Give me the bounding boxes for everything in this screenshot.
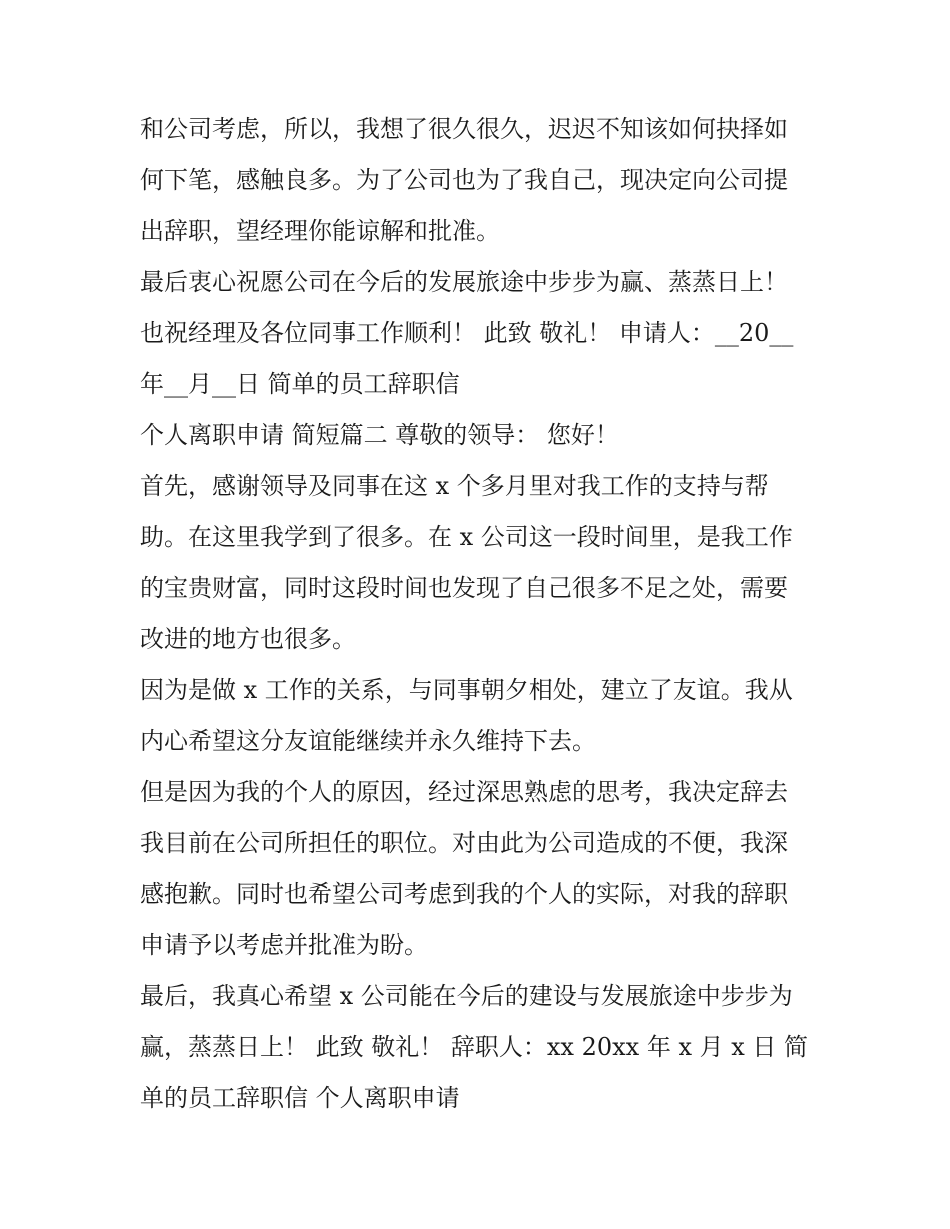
text-line: 和公司考虑，所以，我想了很久很久，迟迟不知该如何抉择如 [140,115,788,143]
text-line: 首先，感谢领导及同事在这 x 个多月里对我工作的支持与帮 [140,472,769,500]
text-line: 我目前在公司所担任的职位。对由此为公司造成的不便，我深 [140,829,788,857]
text-line: 单的员工辞职信 个人离职申请 [140,1084,460,1112]
text-line: 赢，蒸蒸日上！ 此致 敬礼！ 辞职人：xx 20xx 年 x 月 x 日 简 [140,1033,809,1061]
text-line: 内心希望这分友谊能继续并永久维持下去。 [140,727,596,755]
text-line: 助。在这里我学到了很多。在 x 公司这一段时间里，是我工作 [140,523,793,551]
text-line: 个人离职申请 简短篇二 尊敬的领导： 您好！ [140,421,619,449]
text-line: 最后，我真心希望 x 公司能在今后的建设与发展旅途中步步为 [140,982,793,1010]
document-body [140,104,830,1124]
text-line: 申请予以考虑并批准为盼。 [140,931,428,959]
text-line: 但是因为我的个人的原因，经过深思熟虑的思考，我决定辞去 [140,778,788,806]
text-line: 感抱歉。同时也希望公司考虑到我的个人的实际，对我的辞职 [140,880,788,908]
text-line: 年__月__日 简单的员工辞职信 [140,370,460,398]
text-line: 因为是做 x 工作的关系，与同事朝夕相处，建立了友谊。我从 [140,676,793,704]
text-line: 最后衷心祝愿公司在今后的发展旅途中步步为赢、蒸蒸日上！ [140,268,788,296]
text-line: 何下笔，感触良多。为了公司也为了我自己，现决定向公司提 [140,166,788,194]
text-line: 也祝经理及各位同事工作顺利！ 此致 敬礼！ 申请人：__20__ [140,319,794,347]
text-line: 改进的地方也很多。 [140,625,356,653]
text-line: 出辞职，望经理你能谅解和批准。 [140,217,500,245]
text-line: 的宝贵财富，同时这段时间也发现了自己很多不足之处，需要 [140,574,788,602]
